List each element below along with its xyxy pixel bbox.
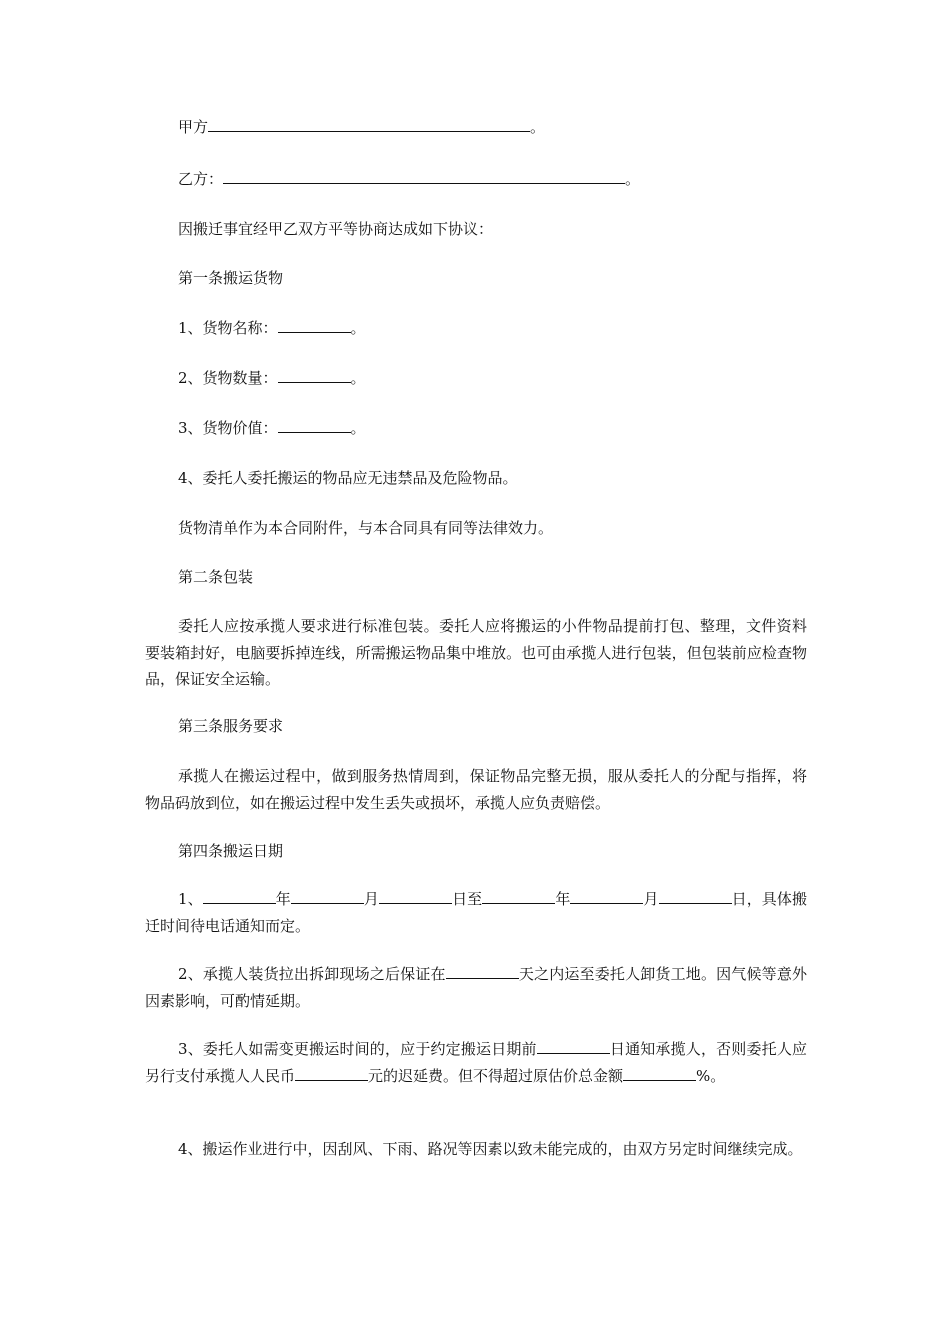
goods-quantity-line	[178, 365, 366, 391]
article4-p3	[145, 1036, 807, 1089]
start-year-blank	[203, 889, 276, 904]
party-b-blank	[223, 169, 625, 184]
party-a-blank	[208, 117, 530, 132]
goods-value-label: 3、货物价值：	[178, 419, 278, 437]
reschedule-text-3: 元的迟延费。但不得超过原估价总金额	[368, 1066, 624, 1085]
delivery-paragraph	[145, 961, 807, 1014]
party-a-line	[178, 114, 545, 140]
percent-sign: %。	[696, 1066, 726, 1085]
percent-blank	[623, 1066, 696, 1081]
article4-p4	[145, 1136, 807, 1163]
delay-fee-blank	[295, 1066, 368, 1081]
delivery-text-1: 2、承揽人装货拉出拆卸现场之后保证在	[178, 965, 446, 983]
end-month-blank	[570, 889, 643, 904]
goods-quantity-label: 2、货物数量：	[178, 369, 278, 387]
month-label: 月	[643, 890, 659, 908]
period: 。	[625, 170, 641, 188]
day-to-label: 日至	[452, 890, 483, 908]
goods-quantity-blank	[278, 368, 351, 383]
period: 。	[350, 419, 366, 437]
delivery-text-2: 天之内运至委托人卸货工地。因气候等意外因素影响，可酌情延期。	[145, 965, 807, 1010]
goods-value-blank	[278, 418, 351, 433]
goods-value-line	[178, 415, 366, 441]
year-label: 年	[555, 890, 571, 908]
delivery-days-blank	[446, 964, 519, 979]
notice-days-blank	[537, 1039, 610, 1054]
year-label: 年	[275, 890, 291, 908]
article3-title: 第三条服务要求	[178, 717, 284, 735]
article3-body	[145, 763, 807, 816]
goods-name-label: 1、货物名称：	[178, 319, 278, 337]
attachment-clause: 货物清单作为本合同附件，与本合同具有同等法律效力。	[178, 519, 554, 537]
reschedule-text-2: 日通知承揽人，否则委托人应另行支付承揽人人民币	[145, 1040, 807, 1085]
intro-text: 因搬迁事宜经甲乙双方平等协商达成如下协议：	[178, 220, 494, 238]
start-day-blank	[379, 889, 452, 904]
article2-body	[145, 613, 807, 693]
goods-name-line	[178, 315, 366, 341]
period: 。	[350, 319, 366, 337]
month-label: 月	[363, 890, 380, 908]
period: 。	[530, 118, 546, 136]
article4-title: 第四条搬运日期	[178, 842, 284, 860]
party-b-line	[178, 166, 640, 192]
end-day-blank	[659, 889, 732, 904]
end-year-blank	[482, 889, 555, 904]
article4-p2	[145, 961, 807, 1014]
party-a-label: 甲方	[178, 118, 209, 136]
date-range-paragraph	[145, 886, 807, 939]
clause-number: 1、	[178, 890, 203, 908]
article4-p1	[145, 886, 807, 939]
day-end-text: 日，具体搬迁时间待电话通知而定。	[145, 890, 807, 935]
reschedule-paragraph	[145, 1036, 807, 1089]
party-b-label: 乙方：	[178, 170, 224, 188]
article2-title: 第二条包装	[178, 568, 254, 586]
start-month-blank	[291, 889, 364, 904]
reschedule-text-1: 3、委托人如需变更搬运时间的，应于约定搬运日期前	[178, 1040, 537, 1058]
service-paragraph: 承揽人在搬运过程中，做到服务热情周到，保证物品完整无损，服从委托人的分配与指挥，将物品码放到位，如在搬运过程中发生丢失或损坏，承揽人应负责赔偿。	[145, 767, 807, 812]
weather-paragraph: 4、搬运作业进行中，因刮风、下雨、路况等因素以致未能完成的，由双方另定时间继续完成。	[178, 1140, 803, 1158]
prohibited-items-clause: 4、委托人委托搬运的物品应无违禁品及危险物品。	[178, 469, 518, 487]
packaging-paragraph: 委托人应按承揽人要求进行标准包装。委托人应将搬运的小件物品提前打包、整理，文件资料要装箱封好，电脑要拆掉连线，所需搬运物品集中堆放。也可由承揽人进行包装，但包装前应检查物品，保证安全运输。	[145, 617, 807, 688]
period: 。	[350, 369, 366, 387]
goods-name-blank	[278, 318, 351, 333]
article1-title: 第一条搬运货物	[178, 269, 284, 287]
